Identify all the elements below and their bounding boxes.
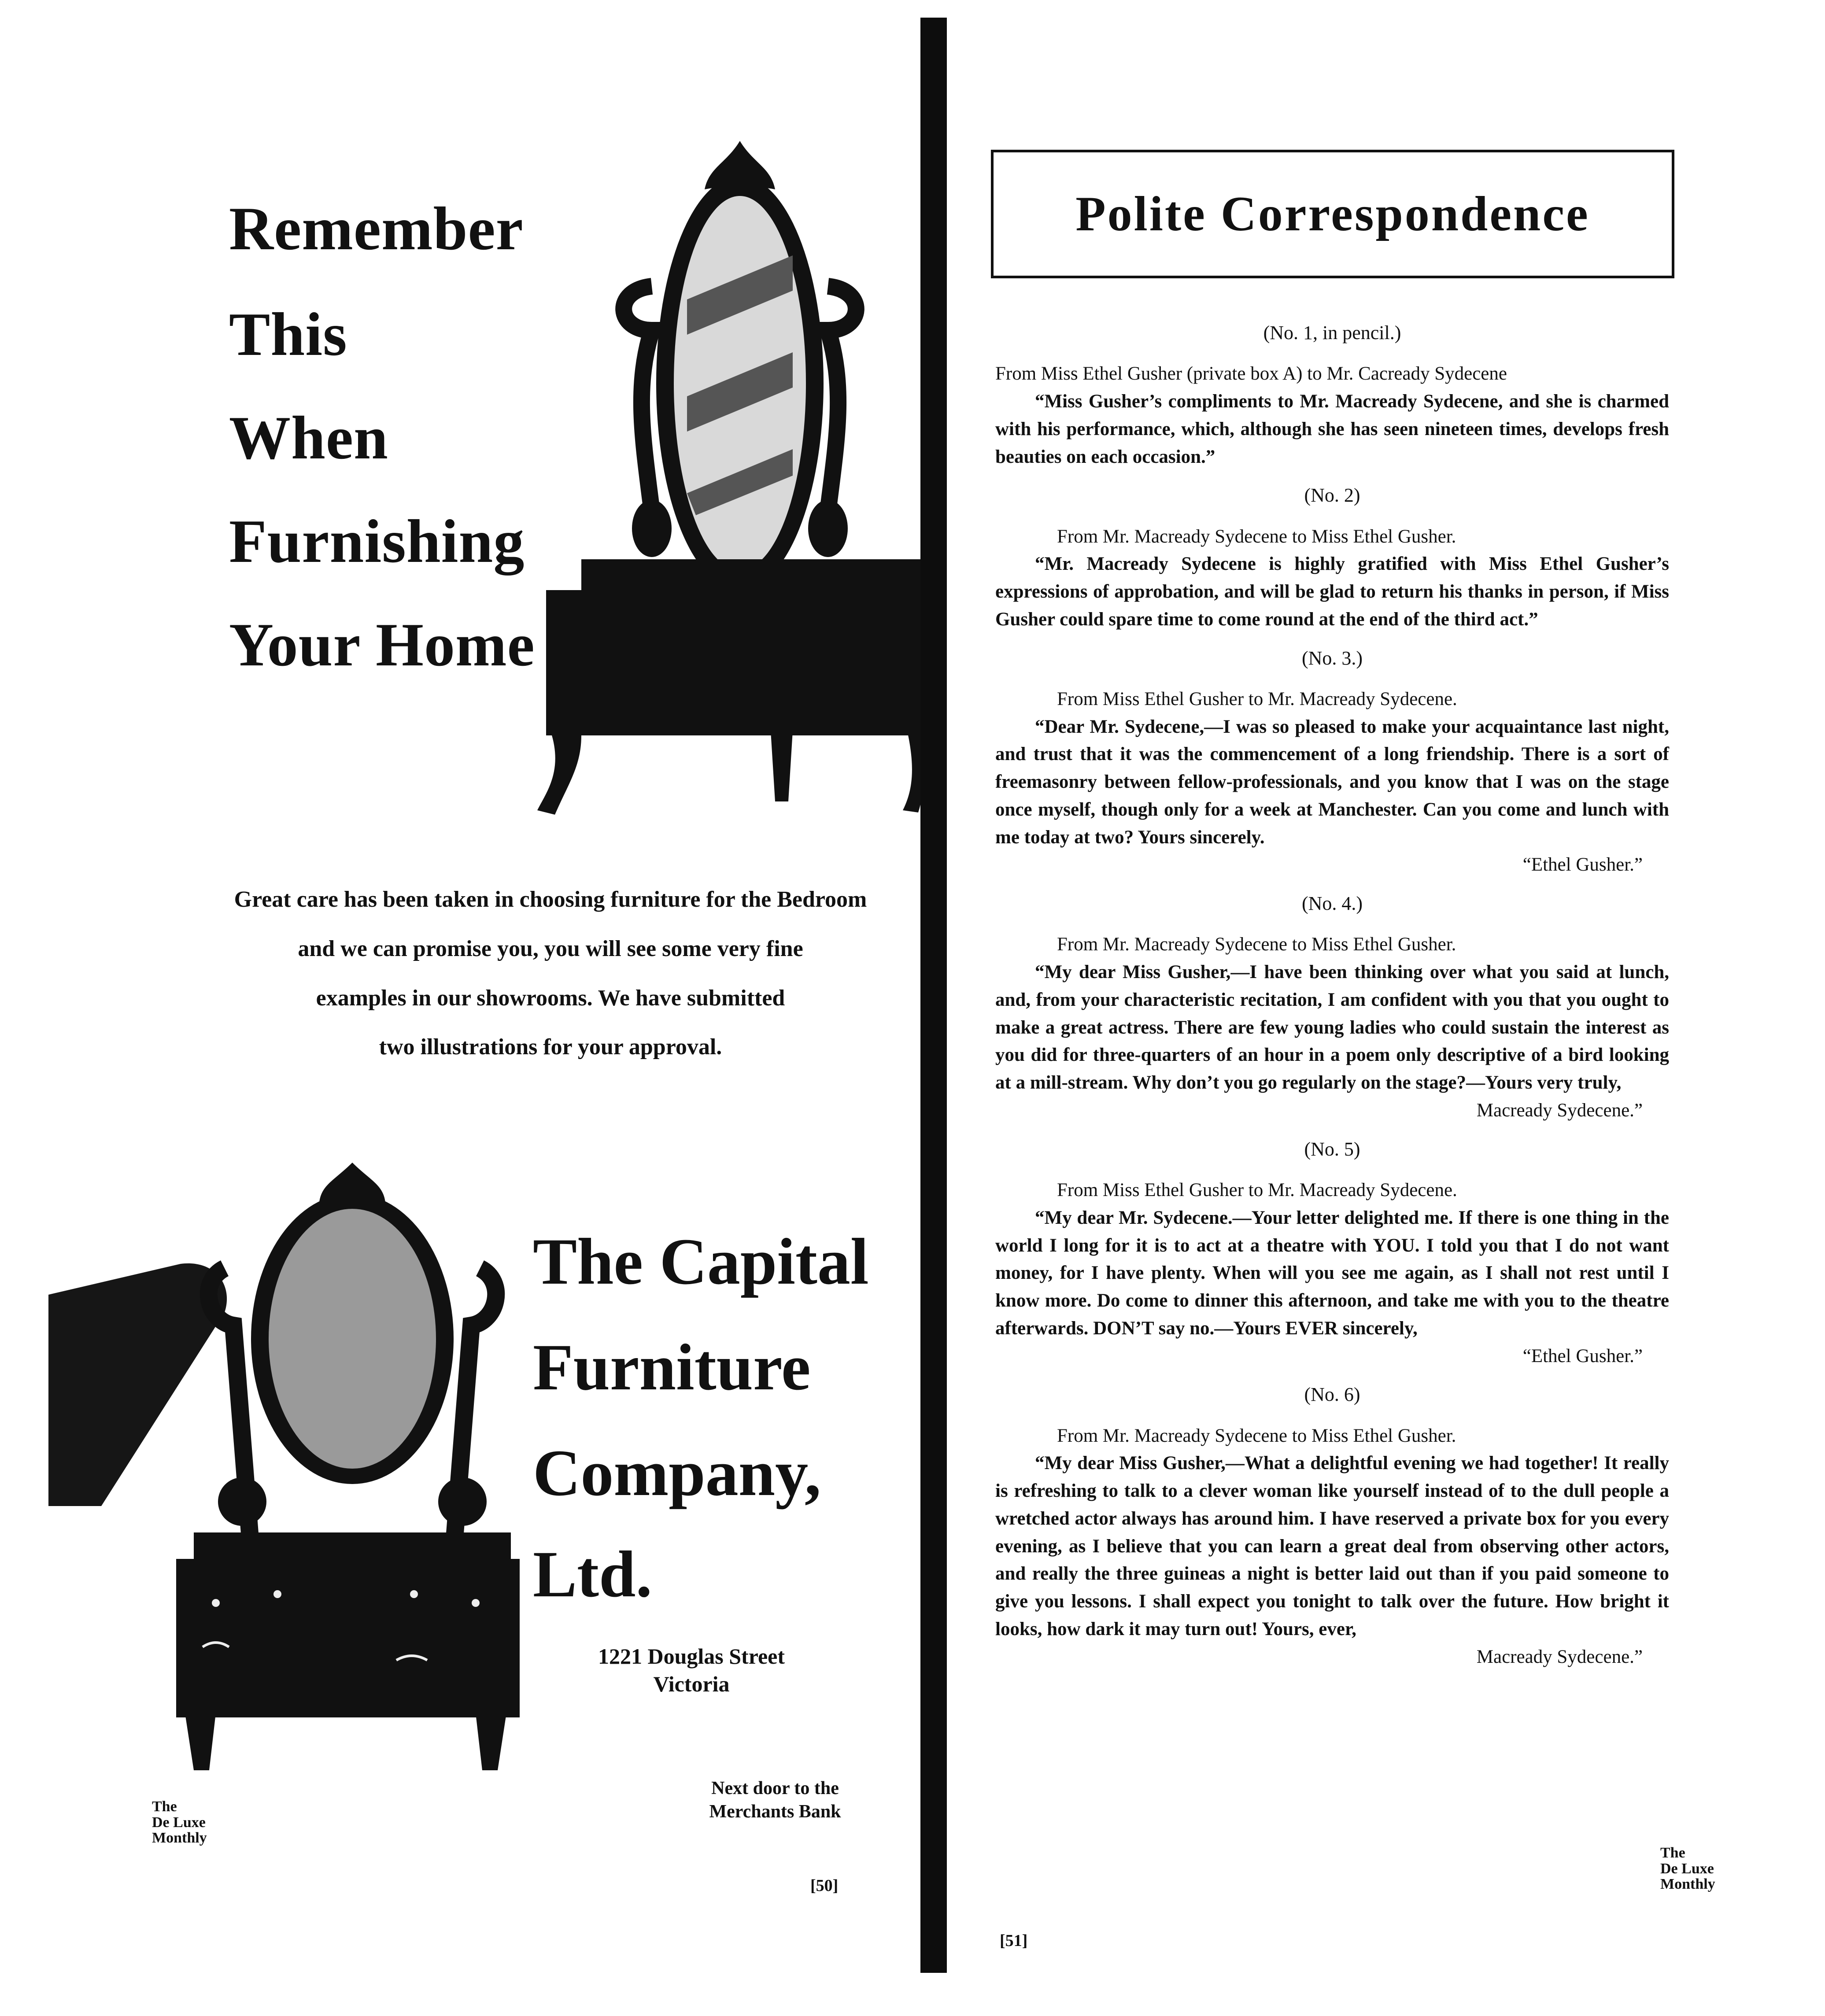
right-page — [947, 0, 1825, 2016]
headline-line-5: Your Home — [229, 611, 535, 679]
magazine-mark-line-2: De Luxe — [152, 1814, 206, 1831]
dresser-illustration-bottom — [167, 1154, 528, 1779]
letter-body: “My dear Miss Gusher,—What a delightful evening we had together! It really is refreshing to talk to a clever woman like yourself instead of to the dull people a wretched actor always has around him. I have reserved a private box for you every evening, as I believe that you can learn a great deal from observing other actors, and really the three guineas a night is better laid out than if you paid someone to give you lessons. I shall expect you tonight to talk over the future. How bright it looks, how dark it may turn out! Yours, ever, — [995, 1453, 1669, 1639]
letter-signature: Macready Sydecene.” — [1476, 1100, 1643, 1121]
page-number-right: [51] — [1000, 1931, 1028, 1950]
letter-from: From Miss Ethel Gusher (private box A) to Mr. Cacready Sydecene — [995, 363, 1507, 384]
company-name-line-4: Ltd. — [533, 1538, 652, 1611]
letter-from: From Mr. Macready Sydecene to Miss Ethel Gusher. — [1057, 934, 1456, 955]
letter-body: “My dear Miss Gusher,—I have been thinking over what you said at lunch, and, from your characteristic recitation, I am confident with you that you ought to make a great actress. There are few young ladies who could sustain the interest as you did for three-quarters of an hour in a poem only descriptive of a bird looking at a mill-stream. Why don’t you go regularly on the stage?—Yours very truly, — [995, 962, 1669, 1093]
blurb-line-4: two illustrations for your approval. — [379, 1034, 722, 1060]
company-address — [568, 1643, 815, 1698]
letter-from: From Mr. Macready Sydecene to Miss Ethel Gusher. — [1057, 526, 1456, 547]
letters-column — [995, 308, 1669, 1676]
magazine-mark-line-2: De Luxe — [1660, 1860, 1714, 1877]
letter — [995, 1135, 1669, 1370]
dresser-illustration-top — [520, 123, 925, 828]
letter-body: “My dear Mr. Sydecene.—Your letter delighted me. If there is one thing in the world I long for it is to act at a theatre with YOU. I told you that I do not want money, for I have plenty. When will you see me again, as I shall not rest until I know more. Do come to dinner this afternoon, and take me with you to the theatre afterwards. DON’T say no.—Yours EVER sincerely, — [995, 1207, 1669, 1339]
headline-line-2: This — [229, 300, 347, 369]
page-number-left: [50] — [810, 1876, 839, 1895]
letter — [995, 319, 1669, 471]
company-name-line-1: The Capital — [533, 1225, 869, 1298]
letter — [995, 481, 1669, 633]
magazine-mark-line-3: Monthly — [1660, 1876, 1715, 1893]
letter — [995, 644, 1669, 879]
location-note — [674, 1777, 876, 1823]
address-street: 1221 Douglas Street — [598, 1644, 785, 1669]
company-name-line-2: Furniture — [533, 1331, 811, 1404]
letter-heading: (No. 2) — [1304, 484, 1360, 506]
headline-line-3: When — [229, 404, 388, 472]
letter — [995, 1381, 1669, 1671]
blurb-line-3: examples in our showrooms. We have submitted — [316, 985, 785, 1011]
letter-signature: “Ethel Gusher.” — [1522, 1345, 1643, 1366]
magazine-mark-right — [1660, 1845, 1715, 1892]
letter-from: From Miss Ethel Gusher to Mr. Macready Sydecene. — [1057, 1180, 1457, 1201]
address-city: Victoria — [653, 1671, 730, 1696]
headline-line-1: Remember — [229, 195, 524, 263]
headline-line-4: Furnishing — [229, 507, 525, 576]
letter-signature: Macready Sydecene.” — [1476, 1646, 1643, 1667]
title-box — [991, 150, 1674, 278]
page-title: Polite Correspondence — [1075, 186, 1590, 241]
letter — [995, 890, 1669, 1125]
letter-from: From Mr. Macready Sydecene to Miss Ethel Gusher. — [1057, 1425, 1456, 1446]
letter-heading: (No. 1, in pencil.) — [1263, 322, 1401, 343]
magazine-mark-line-3: Monthly — [152, 1830, 207, 1846]
magazine-mark-line-1: The — [152, 1798, 177, 1815]
magazine-mark-left — [152, 1799, 207, 1846]
letter-heading: (No. 3.) — [1301, 647, 1363, 669]
letter-body: “Mr. Macready Sydecene is highly gratified with Miss Ethel Gusher’s expressions of approbation, and will be glad to return his thanks in person, if Miss Gusher could spare time to come round at the end of the third act.” — [995, 554, 1669, 630]
blurb-line-2: and we can promise you, you will see some very fine — [298, 936, 803, 961]
letter-from: From Miss Ethel Gusher to Mr. Macready Sydecene. — [1057, 688, 1457, 709]
blurb-line-1: Great care has been taken in choosing furniture for the Bedroom — [234, 887, 867, 912]
letter-heading: (No. 4.) — [1301, 893, 1363, 915]
location-note-line-2: Merchants Bank — [709, 1801, 841, 1822]
company-name-line-3: Company, — [533, 1436, 821, 1510]
letter-heading: (No. 5) — [1304, 1138, 1360, 1160]
advert-blurb — [220, 881, 881, 1078]
magazine-mark-line-1: The — [1660, 1845, 1685, 1861]
location-note-line-1: Next door to the — [711, 1778, 839, 1798]
letter-body: “Miss Gusher’s compliments to Mr. Macready Sydecene, and she is charmed with his performance, which, although she has seen nineteen times, develops fresh beauties on each occasion.” — [995, 391, 1669, 467]
page-gutter — [920, 18, 947, 1973]
letter-body: “Dear Mr. Sydecene,—I was so pleased to make your acquaintance last night, and trust that it was the commencement of a long friendship. There is a sort of freemasonry between fellow-professionals, and you know that I was on the stage once myself, though only for a week at Manchester. Can you come and lunch with me today at two? Yours sincerely. — [995, 716, 1669, 848]
letter-heading: (No. 6) — [1304, 1384, 1360, 1406]
letter-signature: “Ethel Gusher.” — [1522, 854, 1643, 875]
